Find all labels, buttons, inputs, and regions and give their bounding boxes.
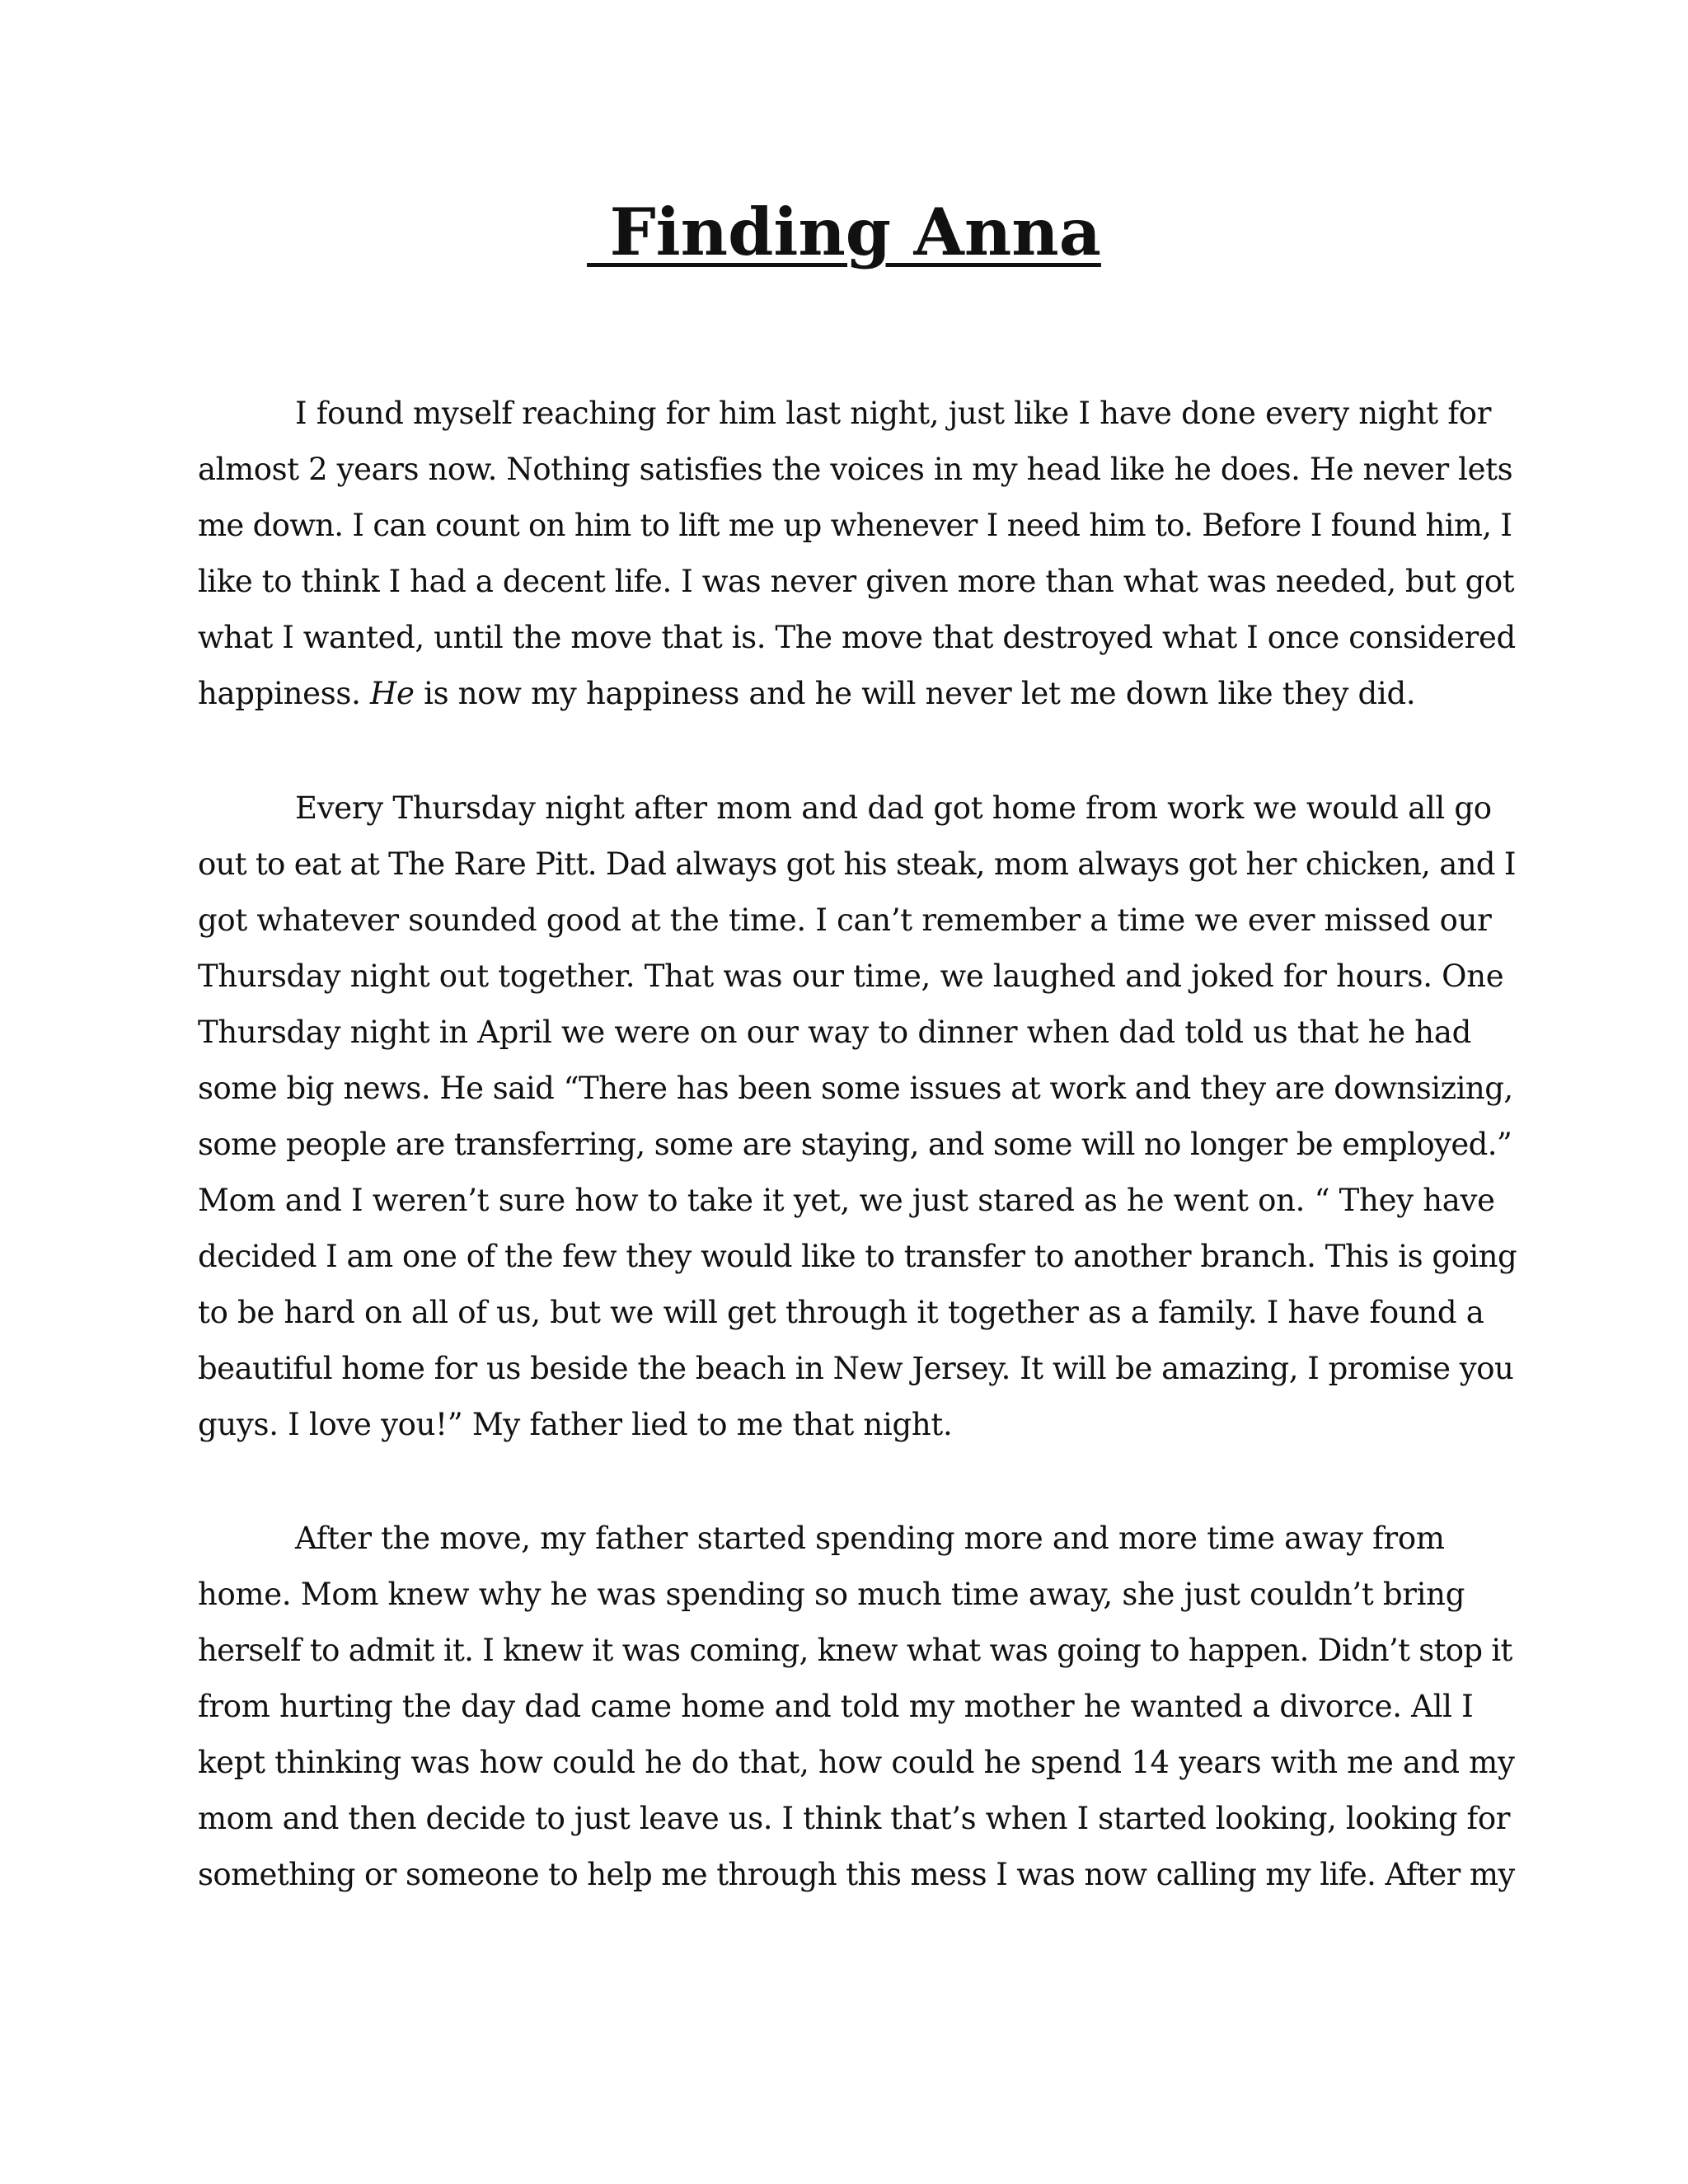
paragraph-line: Mom and I weren’t sure how to take it yet, we just stared as he went on. “ They have <box>198 1183 1495 1218</box>
paragraph-line: Every Thursday night after mom and dad got home from work we would all go <box>295 790 1492 826</box>
paragraph-line-with-emphasis <box>198 666 1517 722</box>
paragraph-line: Thursday night out together. That was our time, we laughed and joked for hours. One <box>198 958 1504 994</box>
paragraph-line: I found myself reaching for him last night, just like I have done every night for <box>295 396 1492 431</box>
paragraph-line: like to think I had a decent life. I was never given more than what was needed, but got <box>198 564 1515 599</box>
paragraph-line: what I wanted, until the move that is. The move that destroyed what I once considered <box>198 620 1516 655</box>
paragraph-line: herself to admit it. I knew it was coming, knew what was going to happen. Didn’t stop it <box>198 1633 1512 1668</box>
paragraph-line: decided I am one of the few they would like to transfer to another branch. This is going <box>198 1239 1517 1274</box>
paragraph-line: beautiful home for us beside the beach in New Jersey. It will be amazing, I promise you <box>198 1351 1514 1386</box>
paragraph-1 <box>198 386 1517 722</box>
paragraph-line: kept thinking was how could he do that, how could he spend 14 years with me and my <box>198 1745 1515 1780</box>
paragraph-line: some big news. He said “There has been some issues at work and they are downsizing, <box>198 1071 1513 1106</box>
paragraph-line: mom and then decide to just leave us. I think that’s when I started looking, looking for <box>198 1801 1511 1836</box>
line-text-after: is now my happiness and he will never let me down like they did. <box>414 676 1416 711</box>
paragraph-line: me down. I can count on him to lift me up whenever I need him to. Before I found him, I <box>198 508 1512 543</box>
paragraph-line: from hurting the day dad came home and told my mother he wanted a divorce. All I <box>198 1689 1474 1724</box>
paragraph-line: something or someone to help me through this mess I was now calling my life. After my <box>198 1857 1515 1892</box>
paragraph-line: almost 2 years now. Nothing satisfies the voices in my head like he does. He never lets <box>198 452 1513 487</box>
line-text-before: happiness. <box>198 676 371 711</box>
emphasized-word: He <box>370 676 415 711</box>
paragraph-line: home. Mom knew why he was spending so much time away, she just couldn’t bring <box>198 1577 1465 1612</box>
paragraph-line: After the move, my father started spending more and more time away from <box>295 1521 1445 1556</box>
document-title: Finding Anna <box>587 194 1101 270</box>
paragraph-line: got whatever sounded good at the time. I can’t remember a time we ever missed our <box>198 902 1492 938</box>
paragraph-line: to be hard on all of us, but we will get through it together as a family. I have found a <box>198 1295 1484 1330</box>
paragraph-3 <box>198 1511 1517 1903</box>
paragraph-2 <box>198 780 1517 1453</box>
paragraph-line: Thursday night in April we were on our way to dinner when dad told us that he had <box>198 1015 1471 1050</box>
paragraph-line: out to eat at The Rare Pitt. Dad always got his steak, mom always got her chicken, and I <box>198 846 1516 882</box>
paragraph-line: some people are transferring, some are staying, and some will no longer be employed.” <box>198 1127 1512 1162</box>
paragraph-line: guys. I love you!” My father lied to me that night. <box>198 1407 953 1442</box>
